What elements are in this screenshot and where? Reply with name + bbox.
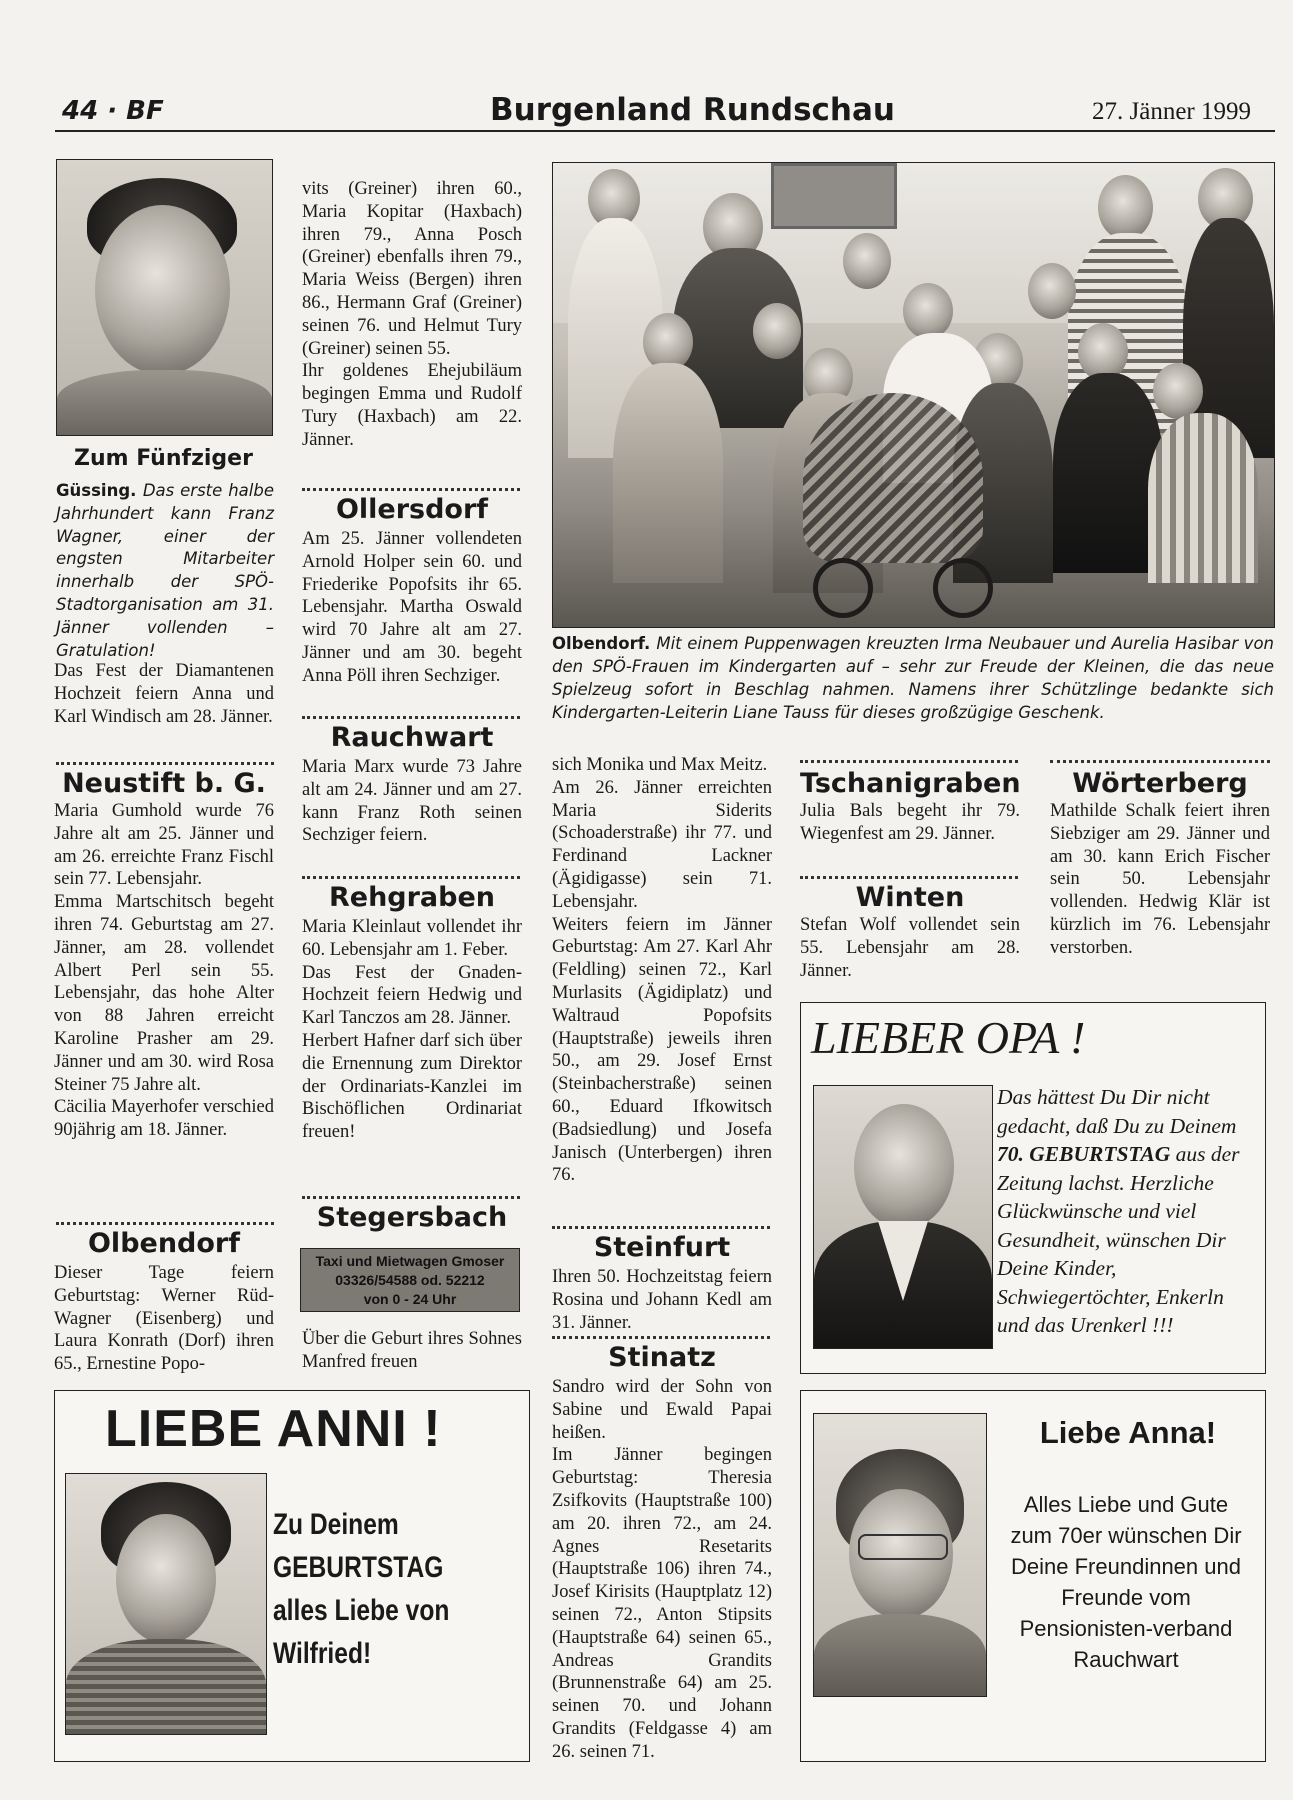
article-paragraph: Am 26. Jänner erreichten Maria Siderits (Schoaderstraße) ihr 77. und Ferdinand Lackner (Ägidigasse) sein 71. Lebensjahr. bbox=[552, 777, 772, 912]
greeting-ad-anna bbox=[800, 1390, 1266, 1762]
portrait-anni bbox=[65, 1473, 267, 1735]
separator bbox=[302, 716, 520, 719]
ad-text-part: Das hättest Du Dir nicht gedacht, daß Du zu Deinem bbox=[997, 1085, 1237, 1138]
separator bbox=[1050, 760, 1270, 763]
greeting-ad-anni bbox=[54, 1390, 530, 1762]
photo-caption bbox=[552, 632, 1274, 724]
portrait-opa bbox=[813, 1085, 993, 1349]
taxi-ad-line: von 0 - 24 Uhr bbox=[363, 1291, 457, 1307]
section-heading-woerterberg: Wörterberg bbox=[1072, 768, 1248, 799]
article-paragraph: Im Jänner begingen Geburtstag: Theresia Zsifkovits (Hauptstraße 100) am 20. ihren 72., am 24. Agnes Resetarits (Hauptstraße 106) ihren 74., Josef Kirisits (Hauptplatz 12) seinen 72., Anton Stipsits (Hauptstraße 64) seinen 65., Andreas Grandits (Brunnenstraße 64) am 25. seinen 70. und Johann Grandits (Feldgasse 4) am 26. seinen 71. bbox=[552, 1445, 772, 1762]
section-heading-tschanigraben: Tschanigraben bbox=[800, 768, 1021, 799]
ad-title: LIEBER OPA ! bbox=[811, 1012, 1086, 1063]
section-heading-stinatz: Stinatz bbox=[608, 1342, 716, 1373]
caption-body: Das erste halbe Jahrhundert kann Franz Wagner, einer der engsten Mitarbeiter innerhalb der SPÖ-Stadtorganisation am 31. Jänner vollenden – Gratulation! bbox=[56, 481, 274, 660]
ad-text bbox=[997, 1083, 1257, 1340]
article-paragraph: Das Fest der Gnaden-Hochzeit feiern Hedwig und Karl Tanczos am 28. Jänner. bbox=[302, 962, 522, 1029]
separator bbox=[552, 1226, 770, 1229]
separator bbox=[800, 760, 1018, 763]
kindergarten-group-photo bbox=[552, 162, 1275, 628]
ad-title: LIEBE ANNI ! bbox=[105, 1400, 442, 1458]
article-paragraph: Das Fest der Diamantenen Hochzeit feiern Anna und Karl Windisch am 28. Jänner. bbox=[54, 661, 274, 727]
section-heading-olbendorf: Olbendorf bbox=[87, 1228, 240, 1259]
separator bbox=[302, 876, 520, 879]
separator bbox=[552, 1336, 770, 1339]
ad-title: Liebe Anna! bbox=[1039, 1415, 1217, 1450]
caption-place: Güssing. bbox=[56, 481, 137, 500]
taxi-ad-line: 03326/54588 od. 52212 bbox=[335, 1272, 485, 1288]
article-paragraph: Über die Geburt ihres Sohnes Manfred freuen bbox=[302, 1329, 522, 1372]
article-paragraph: Weiters feiern im Jänner Geburtstag: Am 27. Karl Ahr (Feldling) seinen 72., Karl Murlasits (Ägidiplatz) und Waltraud Popofsits (Hauptstraße) jeweils ihren 50., am 29. Josef Ernst (Steinbacherstraße) seinen 60., Eduard Ifkowitsch (Badsiedlung) und Josefa Janisch (Unterbergen) ihren 76. bbox=[552, 914, 772, 1186]
article-paragraph: Cäcilia Mayerhofer verschied 90jährig am 18. Jänner. bbox=[54, 1097, 274, 1141]
article-paragraph: Emma Martschitsch begeht ihren 74. Geburtstag am 27. Jänner, am 28. vollendet Albert Perl sein 55. Lebensjahr, das hohe Alter von 88 Jahren erreicht Karoline Prasher am 29. Jänner und am 30. wird Rosa Steiner 75 Jahre alt. bbox=[54, 892, 274, 1095]
article-paragraph: Maria Kleinlaut vollendet ihr 60. Lebensjahr am 1. Feber. bbox=[302, 917, 522, 960]
portrait-anna bbox=[813, 1413, 987, 1697]
article-paragraph: vits (Greiner) ihren 60., Maria Kopitar (Haxbach) ihren 79., Anna Posch (Greiner) ebenfalls ihren 79., Maria Weiss (Bergen) ihren 86., Hermann Graf (Greiner) seinen 76. und Helmut Tury (Greiner) seinen 55. bbox=[302, 179, 522, 359]
separator bbox=[302, 488, 520, 491]
page-number: 44 · BF bbox=[62, 96, 164, 126]
section-heading-neustift: Neustift b. G. bbox=[62, 768, 266, 799]
article-paragraph: Am 25. Jänner vollendeten Arnold Holper sein 60. und Friederike Popofsits ihr 65. Lebensjahr. Martha Oswald wird 70 Jahre alt am 27. Jänner und am 30. begeht Anna Pöll ihren Sechziger. bbox=[302, 529, 522, 686]
section-heading-ollersdorf: Ollersdorf bbox=[335, 494, 489, 525]
section-heading-rehgraben: Rehgraben bbox=[328, 882, 496, 913]
section-heading-steinfurt: Steinfurt bbox=[593, 1232, 731, 1263]
taxi-advertisement bbox=[300, 1248, 520, 1312]
article-paragraph: Ihren 50. Hochzeitstag feiern Rosina und Johann Kedl am 31. Jänner. bbox=[552, 1267, 772, 1333]
article-paragraph: Maria Gumhold wurde 76 Jahre alt am 25. Jänner und am 26. erreichte Franz Fischl sein 77. Lebensjahr. bbox=[54, 801, 274, 890]
header-rule bbox=[55, 130, 1275, 132]
issue-date: 27. Jänner 1999 bbox=[1092, 98, 1251, 125]
section-heading-rauchwart: Rauchwart bbox=[330, 722, 494, 753]
article-paragraph: Herbert Hafner darf sich über die Ernennung zum Direktor der Ordinariats-Kanzlei im Bischöflichen Ordinariat freuen! bbox=[302, 1030, 522, 1143]
ad-text: Alles Liebe und Gute zum 70er wünschen Dir Deine Freundinnen und Freunde vom Pensionisten-verband Rauchwart bbox=[1010, 1492, 1242, 1672]
ad-text-part: aus der Zeitung lachst. Herzliche Glückwünsche und viel Gesundheit, wünschen Dir Deine Kinder, Schwiegertöchter, Enkerln und das Urenkerl !!! bbox=[997, 1142, 1240, 1337]
caption-text bbox=[56, 480, 274, 662]
separator bbox=[56, 1222, 274, 1225]
greeting-ad-opa bbox=[800, 1002, 1266, 1374]
photo-caption-place: Olbendorf. bbox=[552, 634, 651, 653]
article-paragraph: Stefan Wolf vollendet sein 55. Lebensjahr am 28. Jänner. bbox=[800, 915, 1020, 981]
portrait-franz-wagner bbox=[56, 159, 273, 436]
separator bbox=[800, 876, 1018, 879]
separator bbox=[56, 762, 274, 765]
taxi-ad-line: Taxi und Mietwagen Gmoser bbox=[315, 1253, 505, 1269]
article-paragraph: Maria Marx wurde 73 Jahre alt am 24. Jänner und am 27. kann Franz Roth seinen Sechziger feiern. bbox=[302, 757, 522, 846]
article-paragraph: Sandro wird der Sohn von Sabine und Ewald Papai heißen. bbox=[552, 1377, 772, 1443]
photo-caption-text: Mit einem Puppenwagen kreuzten Irma Neubauer und Aurelia Hasibar von den SPÖ-Frauen im Kindergarten auf – sehr zur Freude der Kleinen, die das neue Spielzeug sofort in Beschlag nahmen. Namens ihrer Schützlinge bedankte sich Kindergarten-Leiterin Liane Tauss für dieses großzügige Geschenk. bbox=[552, 634, 1275, 722]
newspaper-title: Burgenland Rundschau bbox=[490, 92, 895, 128]
article-paragraph: Julia Bals begeht ihr 79. Wiegenfest am 29. Jänner. bbox=[800, 801, 1020, 844]
article-paragraph: Dieser Tage feiern Geburtstag: Werner Rüd-Wagner (Eisenberg) und Laura Konrath (Dorf) ihren 65., Ernestine Popo- bbox=[54, 1263, 274, 1375]
ad-text: Zu Deinem GEBURTSTAG alles Liebe von Wilfried! bbox=[273, 1508, 450, 1670]
section-heading-winten: Winten bbox=[855, 882, 965, 913]
separator bbox=[302, 1196, 520, 1199]
article-paragraph: Ihr goldenes Ehejubiläum begingen Emma und Rudolf Tury (Haxbach) am 22. Jänner. bbox=[302, 361, 522, 450]
ad-text-bold: 70. GEBURTSTAG bbox=[997, 1142, 1171, 1166]
caption-title: Zum Fünfziger bbox=[74, 446, 253, 471]
section-heading-stegersbach: Stegersbach bbox=[316, 1202, 508, 1233]
article-paragraph: Mathilde Schalk feiert ihren Siebziger am 29. Jänner und am 30. kann Erich Fischer sein 50. Lebensjahr vollenden. Hedwig Klär ist kürzlich im 76. Lebensjahr verstorben. bbox=[1050, 801, 1270, 958]
article-paragraph: sich Monika und Max Meitz. bbox=[552, 755, 768, 775]
